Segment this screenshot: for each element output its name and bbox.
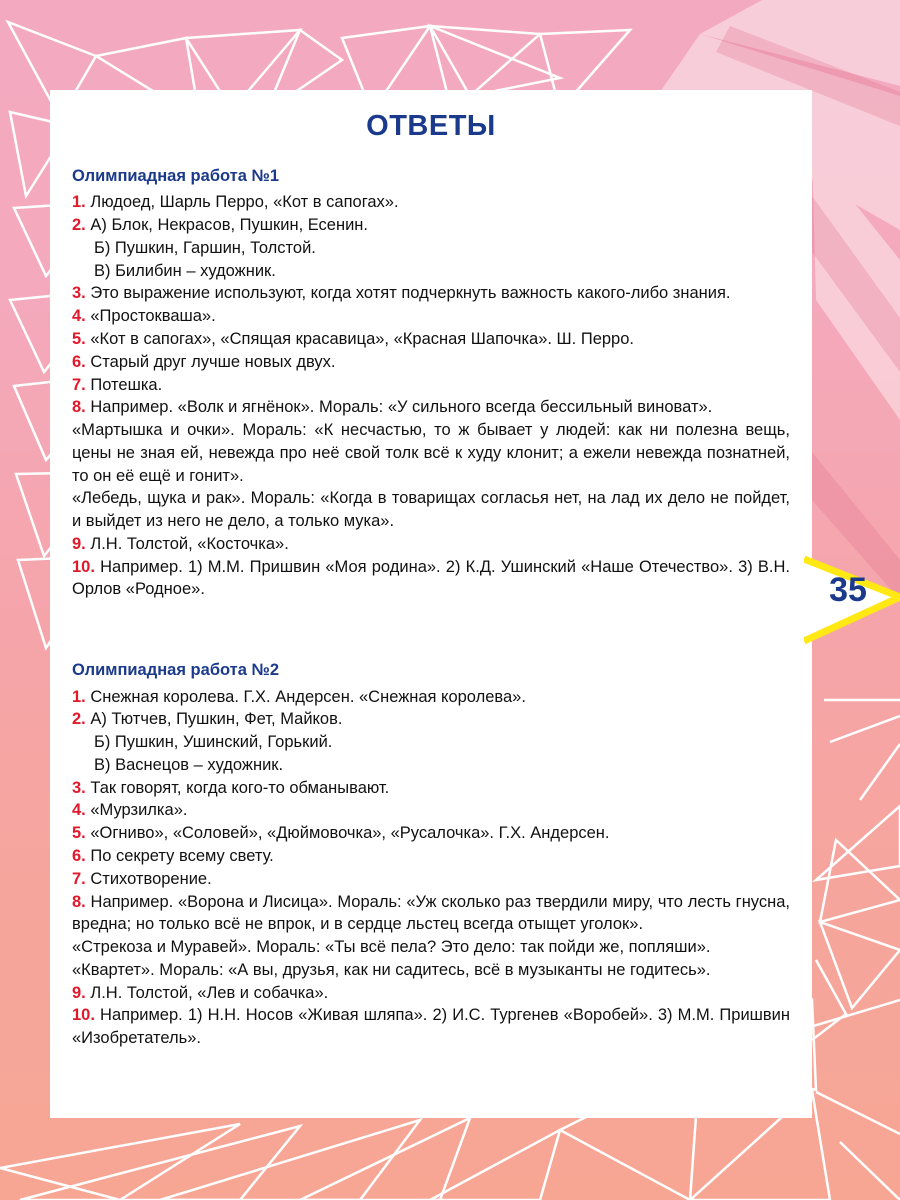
- section-heading: Олимпиадная работа №2: [72, 661, 280, 680]
- answer-text: «Квартет». Мораль: «А вы, друзья, как ни садитесь, всё в музыканты не годитесь».: [72, 960, 711, 979]
- answer-line: [72, 982, 790, 1005]
- answer-number: 3.: [72, 778, 86, 797]
- answer-section: [72, 165, 790, 601]
- answer-text: По секрету всему свету.: [90, 846, 274, 865]
- answer-line: [72, 237, 790, 260]
- answer-text: «Кот в сапогах», «Спящая красавица», «Красная Шапочка». Ш. Перро.: [90, 330, 634, 349]
- answer-line: [72, 1004, 790, 1050]
- answer-text: Старый друг лучше новых двух.: [90, 352, 336, 371]
- answer-text: Л.Н. Толстой, «Лев и собачка».: [90, 983, 329, 1002]
- answer-text: Это выражение используют, когда хотят подчеркнуть важность какого-либо знания.: [90, 284, 731, 303]
- answer-text: Людоед, Шарль Перро, «Кот в сапогах».: [90, 193, 399, 212]
- answer-number: 2.: [72, 216, 86, 235]
- answer-line: [72, 936, 790, 959]
- answer-text: «Мартышка и очки». Мораль: «К несчастью, то ж бывает у людей: как ни полезна вещь, цены не зная ей, невежда про неё свой толк всё к худу клонит; а ежели невежда познатней, то он её ещё и гонит».: [72, 421, 790, 485]
- page-number: 35: [829, 571, 867, 609]
- answer-number: 8.: [72, 398, 86, 417]
- answer-line: [72, 214, 790, 237]
- answer-text: Например. «Волк и ягнёнок». Мораль: «У сильного всегда бессильный виноват».: [90, 398, 713, 417]
- answer-text: В) Билибин – художник.: [94, 261, 276, 280]
- answer-line: [72, 754, 790, 777]
- answer-text: «Огниво», «Соловей», «Дюймовочка», «Русалочка». Г.Х. Андерсен.: [90, 824, 610, 843]
- answer-text: Например. 1) Н.Н. Носов «Живая шляпа». 2) И.С. Тургенев «Воробей». 3) М.М. Пришвин «Изобретатель».: [72, 1006, 790, 1048]
- answer-number: 1.: [72, 193, 86, 212]
- answer-line: [72, 305, 790, 328]
- answer-text: Стихотворение.: [90, 869, 212, 888]
- answers-card: [50, 90, 812, 1118]
- answer-text: «Лебедь, щука и рак». Мораль: «Когда в товарищах согласья нет, на лад их дело не пойдет, и выйдет из него не дело, а только мука».: [72, 489, 790, 531]
- answer-text: «Мурзилка».: [90, 801, 188, 820]
- answer-line: [72, 731, 790, 754]
- answer-number: 2.: [72, 710, 86, 729]
- answer-number: 6.: [72, 352, 86, 371]
- answer-text: А) Тютчев, Пушкин, Фет, Майков.: [90, 710, 343, 729]
- answer-number: 8.: [72, 892, 86, 911]
- answer-number: 4.: [72, 307, 86, 326]
- answer-line: [72, 708, 790, 731]
- answer-text: Л.Н. Толстой, «Косточка».: [90, 534, 289, 553]
- answer-text: «Стрекоза и Муравей». Мораль: «Ты всё пела? Это дело: так пойди же, попляши».: [72, 938, 711, 957]
- answer-line: [72, 686, 790, 709]
- page-number-badge: [804, 545, 900, 655]
- answer-line: [72, 822, 790, 845]
- answer-number: 9.: [72, 983, 86, 1002]
- answer-line: [72, 374, 790, 397]
- answer-text: Б) Пушкин, Ушинский, Горький.: [94, 733, 333, 752]
- answer-line: [72, 191, 790, 214]
- answer-text: Снежная королева. Г.Х. Андерсен. «Снежная королева».: [90, 687, 526, 706]
- answer-text: Б) Пушкин, Гаршин, Толстой.: [94, 238, 316, 257]
- answer-sections: [72, 165, 790, 1050]
- page-title: ОТВЕТЫ: [366, 110, 496, 142]
- answer-number: 7.: [72, 869, 86, 888]
- answer-number: 1.: [72, 687, 86, 706]
- answer-line: [72, 533, 790, 556]
- answer-text: «Простокваша».: [90, 307, 216, 326]
- answer-number: 10.: [72, 557, 95, 576]
- answer-number: 7.: [72, 375, 86, 394]
- answer-line: [72, 282, 790, 305]
- answer-line: [72, 328, 790, 351]
- answer-text: Например. «Ворона и Лисица». Мораль: «Уж сколько раз твердили миру, что лесть гнусна, вредна; но только всё не впрок, и в сердце льстец всегда отыщет уголок».: [72, 892, 790, 934]
- answer-number: 4.: [72, 801, 86, 820]
- answer-text: А) Блок, Некрасов, Пушкин, Есенин.: [90, 216, 369, 235]
- answer-line: [72, 419, 790, 487]
- answer-text: Так говорят, когда кого-то обманывают.: [90, 778, 390, 797]
- answer-line: [72, 891, 790, 937]
- answer-number: 3.: [72, 284, 86, 303]
- answer-number: 5.: [72, 824, 86, 843]
- answer-number: 10.: [72, 1006, 95, 1025]
- answer-text: Потешка.: [90, 375, 163, 394]
- answer-line: [72, 799, 790, 822]
- answer-section: [72, 659, 790, 1050]
- answer-number: 6.: [72, 846, 86, 865]
- answer-line: [72, 487, 790, 533]
- answer-line: [72, 556, 790, 602]
- answer-line: [72, 959, 790, 982]
- answer-line: [72, 777, 790, 800]
- answer-line: [72, 260, 790, 283]
- answer-line: [72, 845, 790, 868]
- answer-text: В) Васнецов – художник.: [94, 755, 284, 774]
- answer-text: Например. 1) М.М. Пришвин «Моя родина». 2) К.Д. Ушинский «Наше Отечество». 3) В.Н. Орлов «Родное».: [72, 557, 790, 599]
- answer-number: 5.: [72, 330, 86, 349]
- answer-line: [72, 396, 790, 419]
- answer-line: [72, 868, 790, 891]
- answer-line: [72, 351, 790, 374]
- section-heading: Олимпиадная работа №1: [72, 167, 280, 185]
- answer-number: 9.: [72, 534, 86, 553]
